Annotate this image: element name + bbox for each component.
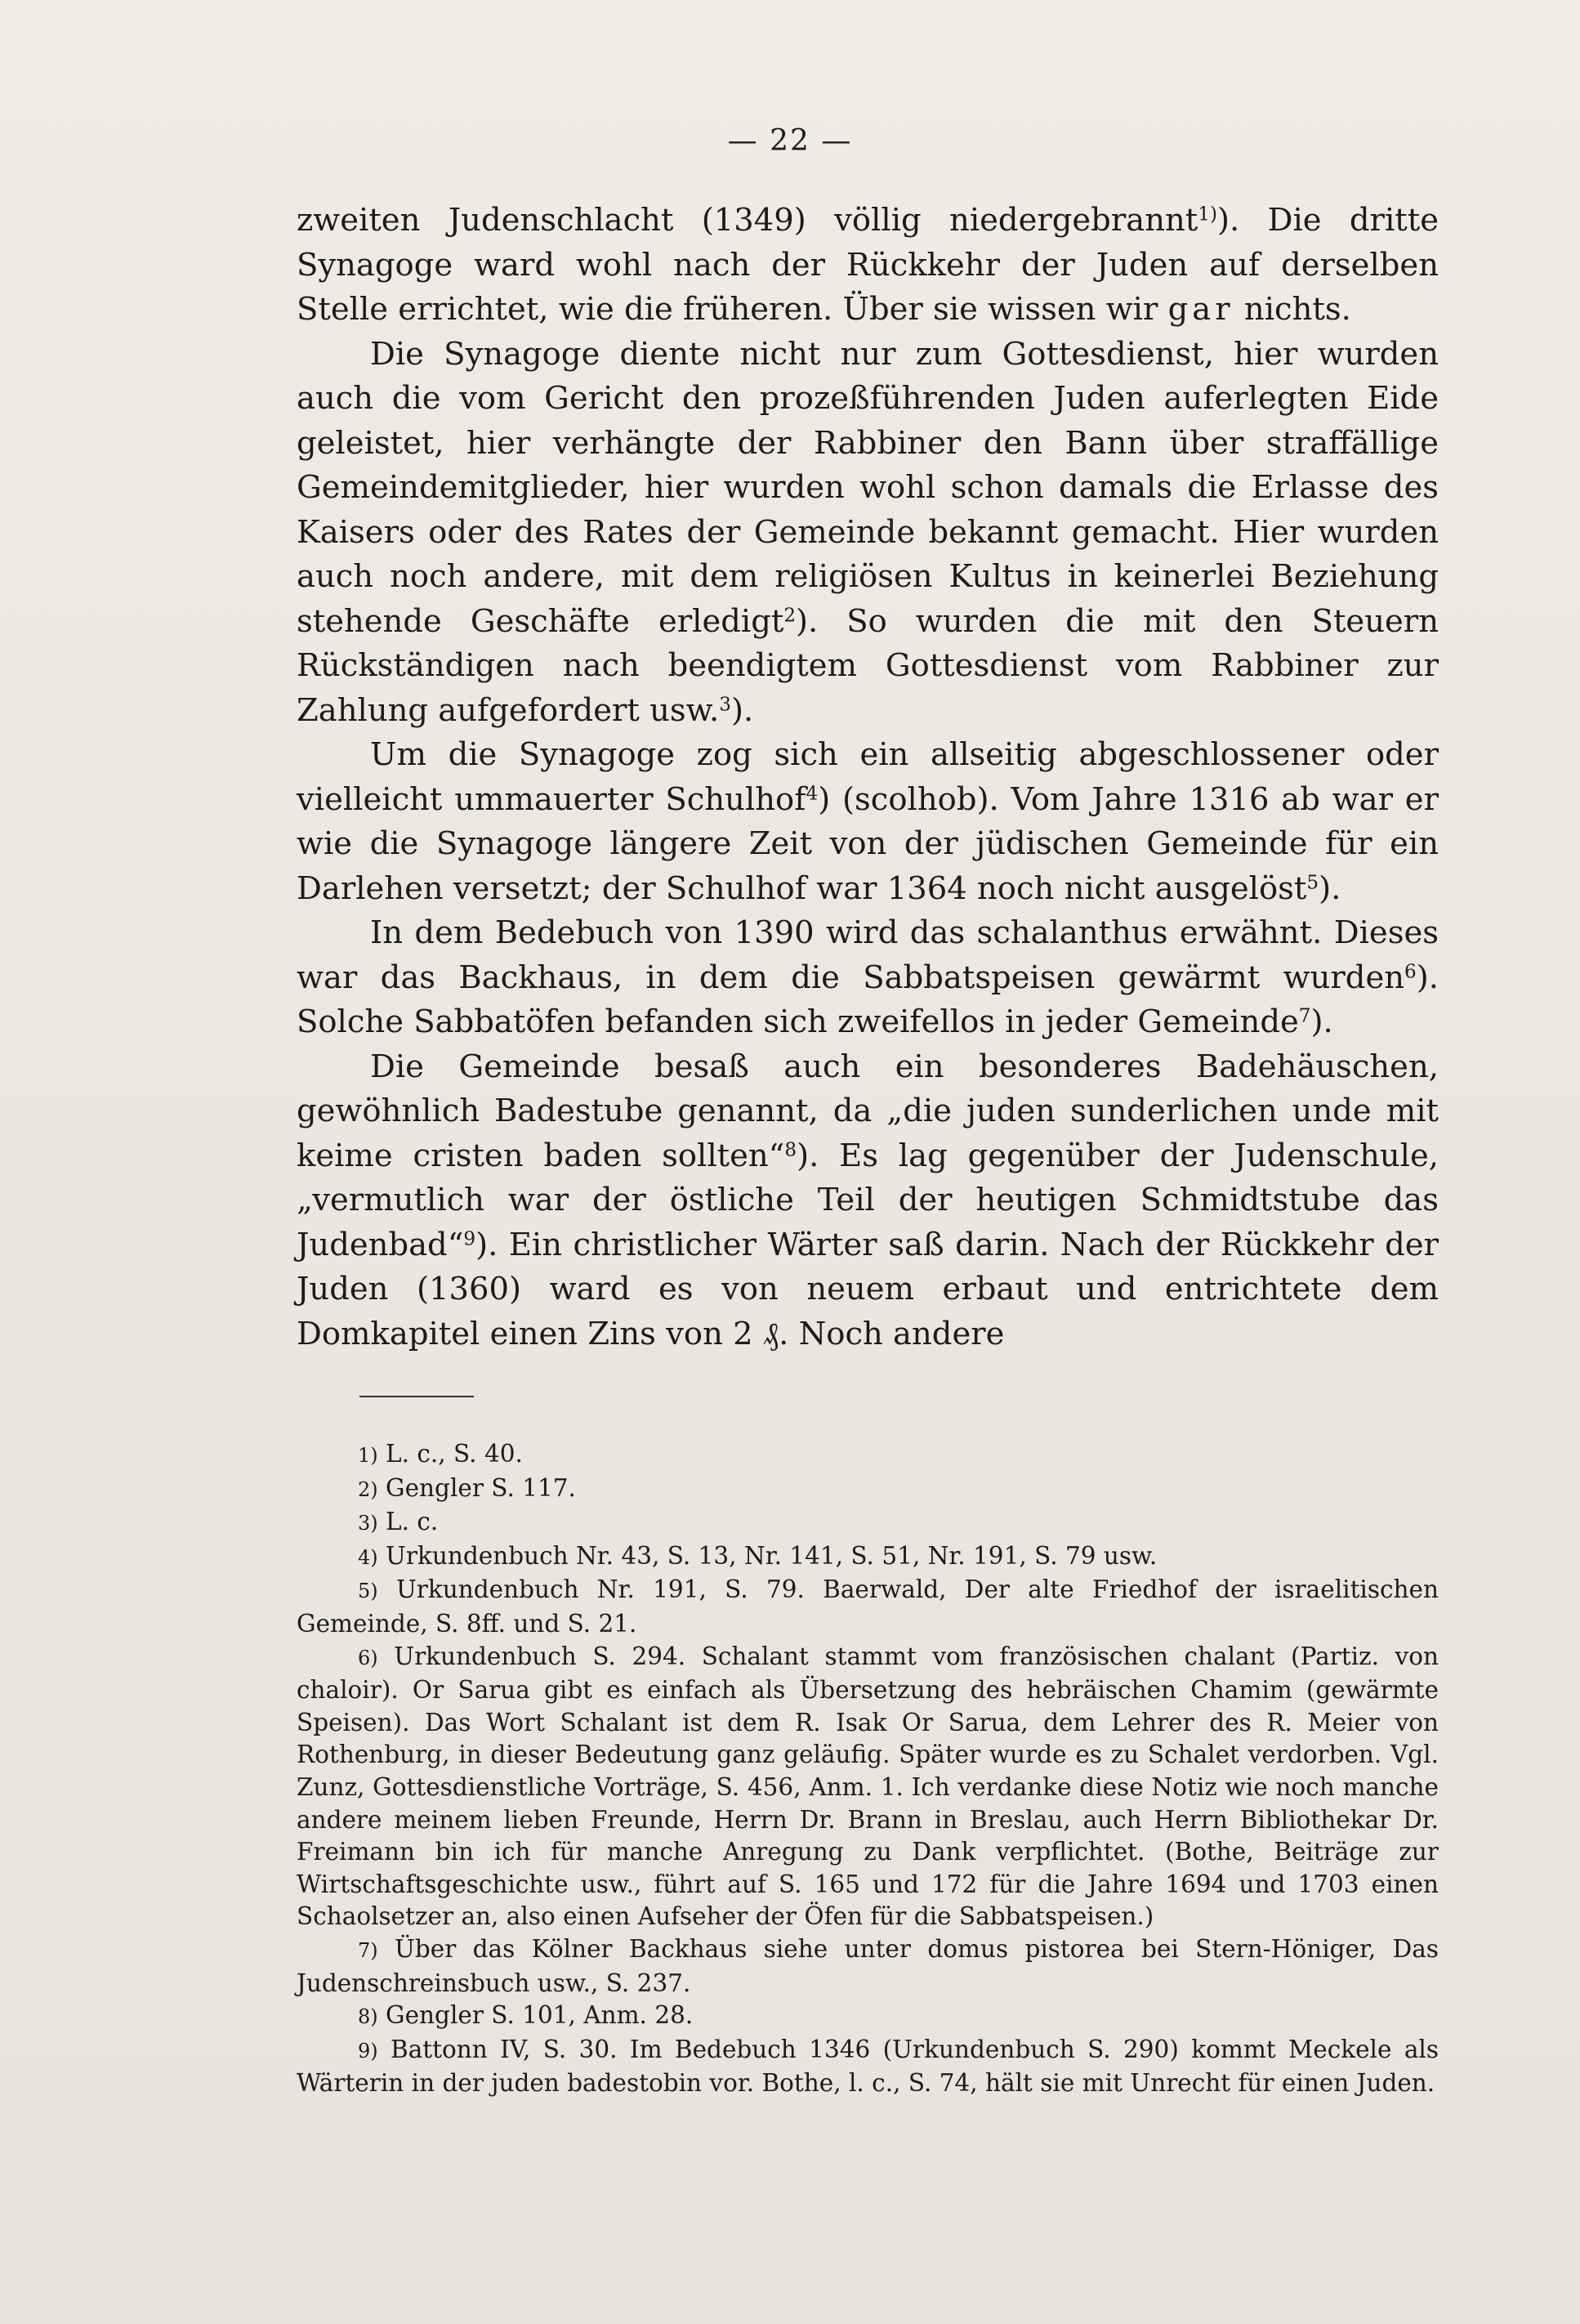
footnote-text: L. c.: [386, 1508, 439, 1536]
footnote: [297, 1438, 1439, 1473]
footnote-ref: 8: [784, 1138, 797, 1160]
text-segment: ).: [1319, 869, 1341, 907]
footnote-mark: 8): [358, 2005, 378, 2029]
footnote: [297, 1574, 1439, 1640]
text-segment: ). Die dritte Synagoge ward wohl nach der Rückkehr der Juden auf derselben Stelle errichtet, wie die früheren. Über sie wissen wir: [297, 202, 1439, 328]
footnote: [297, 1506, 1439, 1540]
footnote-ref: 4: [806, 782, 819, 804]
footnote-ref: 2: [783, 604, 797, 626]
footnote-divider: [359, 1396, 474, 1397]
text-segment: Die Synagoge diente nicht nur zum Gottesdienst, hier wurden auch die vom Gericht den prozeßführenden Juden auferlegten Eide geleistet, hier verhängte der Rabbiner den Bann über straffällige Gemeindemitglieder, hier wurden wohl schon damals die Erlasse des Kaisers oder des Rates der Gemeinde bekannt gemacht. Hier wurden auch noch andere, mit dem religiösen Kultus in keinerlei Beziehung stehende Geschäfte erledigt: [297, 335, 1439, 640]
footnote-text: Gengler S. 101, Anm. 28.: [386, 2001, 694, 2030]
text-segment: ). So wurden die mit den Steuern Rückständigen nach beendigtem Gottesdienst vom Rabbiner zur Zahlung aufgefordert usw.: [297, 602, 1439, 729]
footnote-mark: 5): [358, 1580, 378, 1603]
footnote-mark: 1): [358, 1444, 378, 1467]
footnote-mark: 9): [358, 2039, 378, 2063]
text-segment: Um die Synagoge zog sich ein allseitig abgeschlossener oder vielleicht ummauerter Schulhof: [297, 736, 1439, 818]
footnote-ref: 7: [1298, 1005, 1311, 1027]
footnote-ref: 1): [1198, 203, 1217, 226]
paragraph: [297, 199, 1439, 333]
footnote-text: Gengler S. 117.: [386, 1473, 576, 1502]
footnote: [297, 1540, 1439, 1575]
paragraph: [297, 911, 1439, 1045]
footnotes: [297, 1438, 1439, 2100]
footnote-mark: 7): [358, 1938, 378, 1962]
footnote-mark: 4): [358, 1545, 378, 1569]
paragraph: [297, 1045, 1439, 1357]
text-segment: ).: [1310, 1003, 1333, 1040]
text-segment: nichts.: [1234, 291, 1351, 328]
footnote-ref: 3: [719, 693, 731, 715]
footnote-ref: 6: [1404, 960, 1417, 982]
main-text: [297, 199, 1439, 1356]
page-number: — 22 —: [727, 124, 853, 158]
footnote-text: Battonn IV, S. 30. Im Bedebuch 1346 (Urkundenbuch S. 290) kommt Meckele als Wärterin in der juden badestobin vor. Bothe, l. c., S. 74, hält sie mit Unrecht für einen Juden.: [297, 2035, 1439, 2098]
text-segment: ) (scolhob). Vom Jahre 1316 ab war er wie die Synagoge längere Zeit von der jüdischen Gemeinde für ein Darlehen versetzt; der Schulhof war 1364 noch nicht ausgelöst: [297, 780, 1439, 907]
footnote-text: Urkundenbuch Nr. 191, S. 79. Baerwald, Der alte Friedhof der israelitischen Gemeinde, S. 8ff. und S. 21.: [297, 1575, 1439, 1638]
footnote-text: L. c., S. 40.: [386, 1440, 523, 1468]
footnote: [297, 2034, 1439, 2100]
text-segment: ). Solche Sabbatöfen befanden sich zweifellos in jeder Gemeinde: [297, 959, 1439, 1040]
footnote-mark: 2): [358, 1477, 378, 1501]
text-segment: ). Ein christlicher Wärter saß darin. Nach der Rückkehr der Juden (1360) ward es von neuem erbaut und entrichtete dem Domkapitel einen Zins von 2 ₰. Noch andere: [297, 1226, 1439, 1352]
footnote-ref: 9: [463, 1227, 476, 1249]
text-segment: Die Gemeinde besaß auch ein besonderes Badehäuschen, gewöhnlich Badestube genannt, da „die juden sunderlichen unde mit keime cristen baden sollten“: [297, 1048, 1439, 1174]
emphasized-text: gar: [1167, 291, 1234, 328]
footnote-mark: 6): [358, 1646, 378, 1669]
text-segment: ).: [730, 691, 754, 729]
footnote-text: Über das Kölner Backhaus siehe unter domus pistorea bei Stern-Höniger, Das Judenschreinsbuch usw., S. 237.: [297, 1934, 1439, 1997]
footnote: [297, 1641, 1439, 1933]
paragraph: [297, 333, 1439, 734]
footnote-mark: 3): [358, 1512, 378, 1535]
footnote: [297, 2000, 1439, 2034]
footnote: [297, 1933, 1439, 2000]
text-segment: zweiten Judenschlacht (1349) völlig niedergebrannt: [297, 202, 1198, 239]
footnote-text: Urkundenbuch S. 294. Schalant stammt vom französischen chalant (Partiz. von chaloir). Or Sarua gibt es einfach als Übersetzung des hebräischen Chamim (gewärmte Speisen). Das Wort Schalant ist dem R. Isak Or Sarua, dem Lehrer des R. Meier von Rothenburg, in dieser Bedeutung ganz geläufig. Später wurde es zu Schalet verdorben. Vgl. Zunz, Gottesdienstliche Vorträge, S. 456, Anm. 1. Ich verdanke diese Notiz wie noch manche andere meinem lieben Freunde, Herrn Dr. Brann in Breslau, auch Herrn Bibliothekar Dr. Freimann bin ich für manche Anregung zu Dank verpflichtet. (Bothe, Beiträge zur Wirtschaftsgeschichte usw., führt auf S. 165 und 172 für die Jahre 1694 und 1703 einen Schaolsetzer an, also einen Aufseher der Öfen für die Sabbatspeisen.): [297, 1642, 1439, 1931]
footnote-ref: 5: [1306, 871, 1319, 893]
paragraph: [297, 733, 1439, 911]
text-segment: In dem Bedebuch von 1390 wird das schalanthus erwähnt. Dieses war das Backhaus, in dem die Sabbatspeisen gewärmt wurden: [297, 914, 1439, 996]
footnote: [297, 1473, 1439, 1507]
text-segment: ). Es lag gegenüber der Judenschule, „vermutlich war der östliche Teil der heutigen Schmidtstube das Judenbad“: [297, 1137, 1439, 1263]
footnote-text: Urkundenbuch Nr. 43, S. 13, Nr. 141, S. 51, Nr. 191, S. 79 usw.: [386, 1541, 1158, 1570]
